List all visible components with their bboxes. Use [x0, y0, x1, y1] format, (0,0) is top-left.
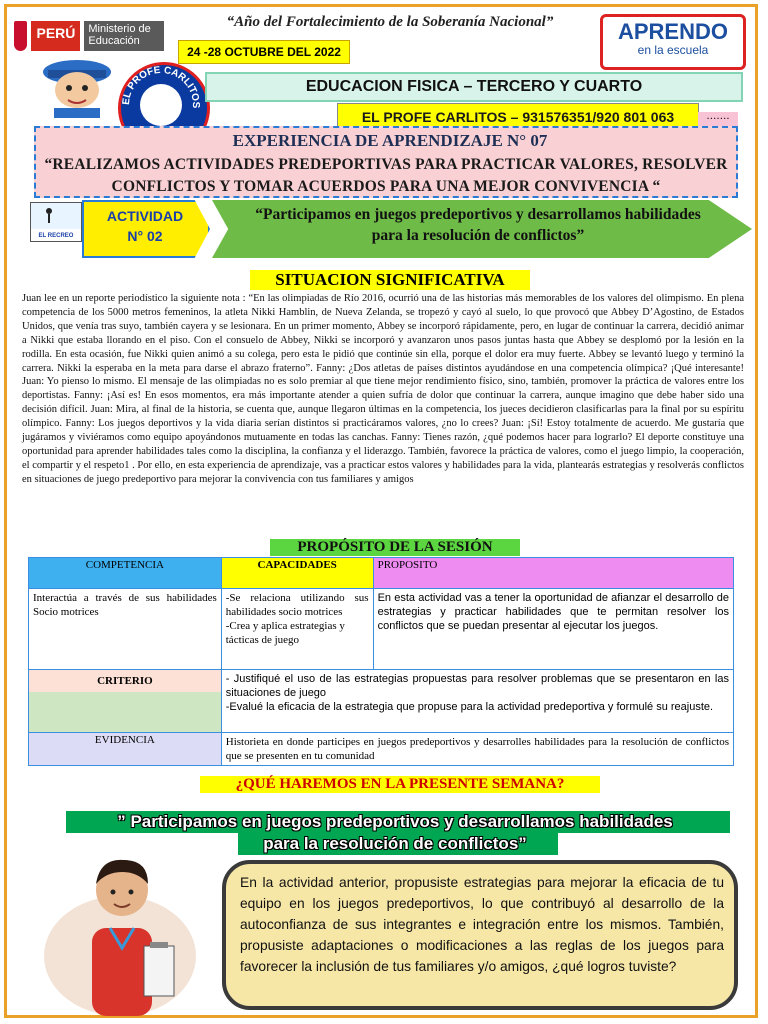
svg-text:EL RECREO: EL RECREO — [38, 233, 74, 239]
teacher-contact: EL PROFE CARLITOS – 931576351/920 801 063 — [337, 103, 699, 131]
aprendo-brand: APRENDO — [617, 19, 728, 44]
recreo-icon — [30, 202, 82, 242]
mascot-illustration-icon — [32, 54, 122, 118]
competencia-cell: Interactúa a través de sus habilidades Socio motrices — [29, 589, 222, 670]
situation-title: SITUACION SIGNIFICATIVA — [250, 270, 530, 290]
criterio-1: - Justifiqué el uso de las estrategias propuestas para resolver problemas que se presentaron en las situaciones de juego — [225, 673, 729, 699]
header-proposito: PROPOSITO — [373, 558, 733, 589]
capacidades-cell — [221, 589, 373, 670]
ministry-name: Ministerio de Educación — [84, 21, 164, 51]
coat-of-arms-icon — [14, 21, 27, 51]
purpose-table — [28, 557, 734, 766]
student-illustration-icon — [40, 836, 200, 1016]
speech-text: En la actividad anterior, propusiste estrategias para mejorar la eficacia de tu equipo en los juegos predeportivos, lo que contribuyó al desarrollo de la autoconfianza de sus integrantes e integración entre los mismos. También, propusiste adaptaciones o modificaciones a las reglas de los juegos para favorecer la inclusión de tus familiares y/o amigos, ¿qué logros tuviste? — [240, 875, 724, 974]
week-title-line1: ” Participamos en juegos predeportivos y desarrollamos habilidades — [117, 812, 673, 831]
activity-label-block — [90, 206, 200, 246]
teacher-dots: ……. — [698, 112, 738, 128]
experience-description: “REALIZAMOS ACTIVIDADES PREDEPORTIVAS PARA PRACTICAR VALORES, RESOLVER CONFLICTOS Y TOMAR ACUERDOS PARA UNA MEJOR CONVIVENCIA “ — [44, 156, 728, 195]
experience-title: EXPERIENCIA DE APRENDIZAJE N° 07 — [232, 131, 548, 150]
activity-title: “Participamos en juegos predeportivos y desarrollamos habilidades para la resolución de conflictos” — [255, 206, 701, 244]
criterio-2: -Evalué la eficacia de la estrategia que propuse para la actividad predeportiva y formulé su reajuste. — [225, 701, 714, 713]
purpose-title: PROPÓSITO DE LA SESIÓN — [270, 539, 520, 556]
week-title-line2: para la resolución de conflictos” — [263, 834, 527, 853]
header-competencia: COMPETENCIA — [29, 558, 222, 589]
activity-number: N° 02 — [127, 228, 163, 244]
criterio-label-cell — [29, 670, 222, 733]
date-range: 24 -28 OCTUBRE DEL 2022 — [178, 40, 350, 64]
ministry-logo — [14, 16, 164, 56]
proposito-cell: En esta actividad vas a tener la oportunidad de afianzar el desarrollo de estrategias y practicar habilidades que te permitan resolver los conflictos que se puedan presentar al ejecutar los juegos. — [373, 589, 733, 670]
capacidad-1: -Se relaciona utilizando sus habilidades socio motrices — [225, 592, 369, 618]
criterio-fill — [29, 692, 221, 732]
header-capacidades: CAPACIDADES — [221, 558, 373, 589]
evidencia-label: EVIDENCIA — [29, 733, 222, 766]
criterio-cell — [221, 670, 733, 733]
year-motto: “Año del Fortalecimiento de la Soberanía Nacional” — [226, 14, 554, 30]
course-title: EDUCACION FISICA – TERCERO Y CUARTO — [205, 72, 743, 102]
aprendo-logo — [600, 14, 746, 70]
capacidad-2: -Crea y aplica estrategias y tácticas de juego — [225, 620, 345, 646]
evidencia-cell: Historieta en donde participes en juegos predeportivos y desarrolles habilidades para la resolución de conflictos que se presenten en tu comunidad — [221, 733, 733, 766]
aprendo-sub: en la escuela — [637, 43, 709, 57]
criterio-label: CRITERIO — [29, 670, 221, 692]
situation-body: Juan lee en un reporte periodístico la siguiente nota : “En las olimpiadas de Río 2016, ocurrió una de las historias más memorables de los valores del olimpismo. En plena competencia de los 5000 metros femeninos, la atleta Nikki Hamblin, de Nueva Zelanda, se tropezó y cayó al suelo, lo que provocó que Abbey D’Agostino, de Estados Unidos, que venía tras suyo, también cayera y se lesionara. En un primer momento, Abbey se incorporó rápidamente, pero, en lugar de continuar la carrera, decidió animar a Nikki que estaba llorando en el piso. Con el consuelo de Abbey, Nikki se incorporó y avanzaron unos pasos juntas hasta que Abbey se desplomó por la lesión en la rodilla. En esta ocasión, fue Nikki quien animó a su colega, pero esta le pidió que continúe sin ella, porque el dolor era muy fuerte. Abbey se levantó luego y terminó la carrera. Nikki la esperaba en la meta para darse el abrazo fraterno”. Fanny: ¿Dos atletas de países distintos ayudándose en una competencia olímpica? ¡Qué interesante! Juan: Yo pienso lo mismo. El mensaje de las olimpiadas no es solo premiar al que tiene mejor rendimiento físico, sino, también, promover la práctica de valores entre los deportistas. Fanny: ¡Así es! En esos momentos, era más importante atender a quien sufría de dolor que continuar la carrera, aunque imagino que debe haber sido una decisión difícil. Juan: Mira, al final de la historia, se cuenta que, aunque llegaron últimas en la competencia, los jueces decidieron clasificarlas para la final por su espíritu olímpico. Fanny: Los juegos deportivos y la vida diaria serían distintos si practicáramos valores, ¿no lo crees? Juan: ¡Sí! Estoy totalmente de acuerdo. Me gustaría que jugáramos y viviéramos como equipo apoyándonos mutuamente en todas las canchas. Fanny: Tienes razón, ¿qué podemos hacer para lograrlo? El deporte constituye una oportunidad para aprender habilidades tales como la disciplina, la confianza y el liderazgo. También, favorece la práctica de valores, como el juego limpio, la cooperación, el compartir y el respeto1 . Por ello, en esta experiencia de aprendizaje, vas a practicar estos valores y habilidades para la vida, plantearás estrategias y resolverás conflictos en situaciones de juego predeportivo para mejorar la convivencia con tus familiares y amigos — [22, 293, 744, 485]
ministry-country: PERÚ — [31, 21, 80, 51]
activity-label: ACTIVIDAD — [106, 208, 184, 224]
svg-text:EL PROFE CARLITOS: EL PROFE CARLITOS — [120, 64, 202, 109]
week-question: ¿QUÉ HAREMOS EN LA PRESENTE SEMANA? — [200, 776, 600, 793]
